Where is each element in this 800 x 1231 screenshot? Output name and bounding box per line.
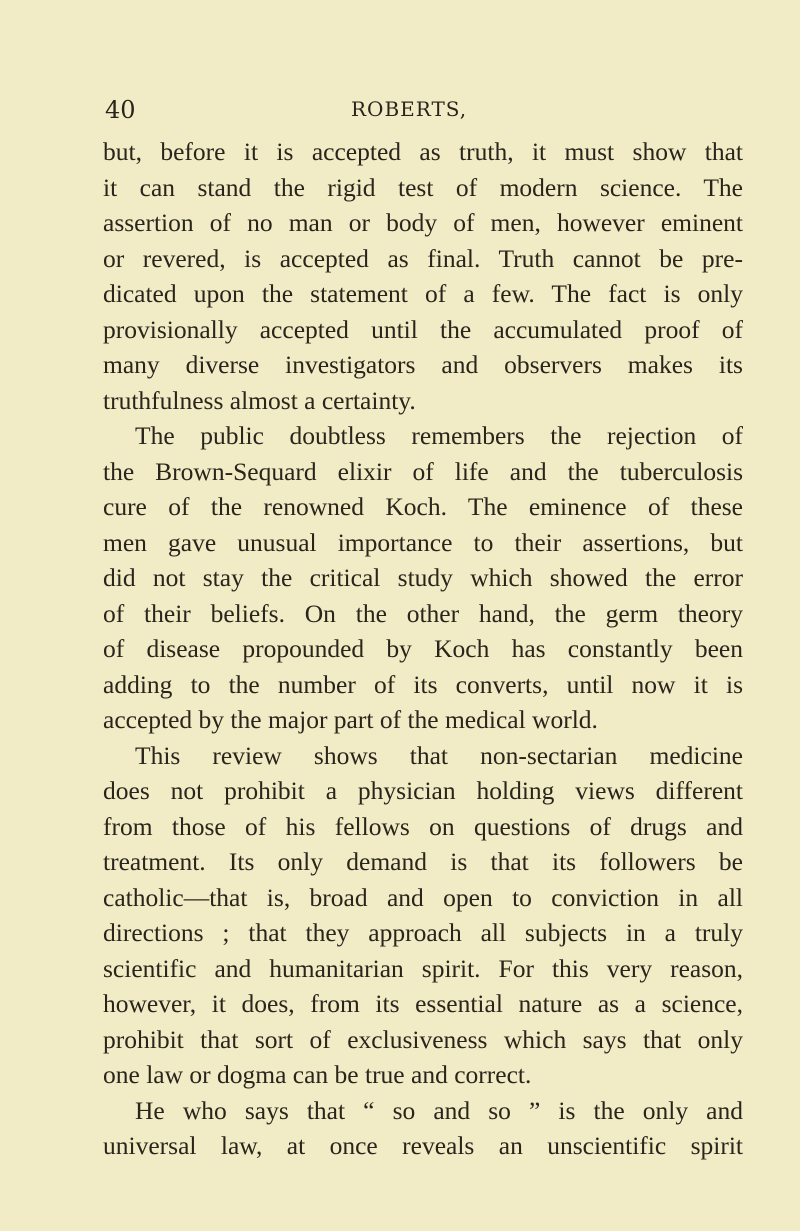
text-line: or revered, is accepted as final. Truth cannot be pre- (103, 243, 743, 273)
paragraph (103, 418, 743, 738)
page-number: 40 (105, 96, 136, 124)
text-line: does not prohibit a physician holding views different (103, 776, 743, 805)
text-line: truthfulness almost a certainty. (103, 385, 416, 415)
text-line: directions ; that they approach all subjects in a truly (103, 918, 743, 947)
text-line: scientific and humanitarian spirit. For this very reason, (103, 953, 743, 983)
text-line: did not stay the critical study which showed the error (103, 563, 743, 592)
page-header (105, 96, 755, 132)
text-line: cure of the renowned Koch. The eminence of these (103, 492, 743, 521)
paragraph (103, 134, 743, 418)
text-line: prohibit that sort of exclusiveness which says that only (103, 1024, 743, 1054)
text-line: treatment. Its only demand is that its followers be (103, 847, 743, 876)
text-line: universal law, at once reveals an unscientific spirit (103, 1131, 743, 1160)
text-line: He who says that “ so and so ” is the only and (135, 1095, 743, 1125)
body-text (103, 134, 743, 1164)
text-line: many diverse investigators and observers makes its (103, 350, 743, 379)
text-line: This review shows that non-sectarian medicine (135, 740, 743, 770)
text-line: one law or dogma can be true and correct. (103, 1060, 532, 1089)
text-line: accepted by the major part of the medical world. (103, 705, 598, 734)
text-line: provisionally accepted until the accumulated proof of (103, 314, 743, 344)
paragraph (103, 1093, 743, 1164)
text-line: from those of his fellows on questions of drugs and (103, 811, 743, 841)
text-line: assertion of no man or body of men, however eminent (103, 208, 743, 237)
text-line: the Brown-Sequard elixir of life and the tuberculosis (103, 456, 743, 486)
text-line: of disease propounded by Koch has constantly been (103, 634, 743, 663)
text-line: adding to the number of its converts, until now it is (103, 669, 743, 699)
text-line: men gave unusual importance to their assertions, but (103, 527, 743, 557)
text-line: but, before it is accepted as truth, it must show that (103, 137, 743, 166)
running-head: ROBERTS, (351, 97, 468, 121)
text-line: it can stand the rigid test of modern science. The (103, 172, 743, 202)
text-line: dicated upon the statement of a few. The fact is only (103, 279, 743, 308)
text-line: however, it does, from its essential nature as a science, (103, 989, 743, 1018)
text-line: The public doubtless remembers the rejection of (135, 421, 743, 450)
text-line: catholic—that is, broad and open to conviction in all (103, 882, 743, 912)
text-line: of their beliefs. On the other hand, the germ theory (103, 598, 743, 628)
paragraph (103, 738, 743, 1093)
